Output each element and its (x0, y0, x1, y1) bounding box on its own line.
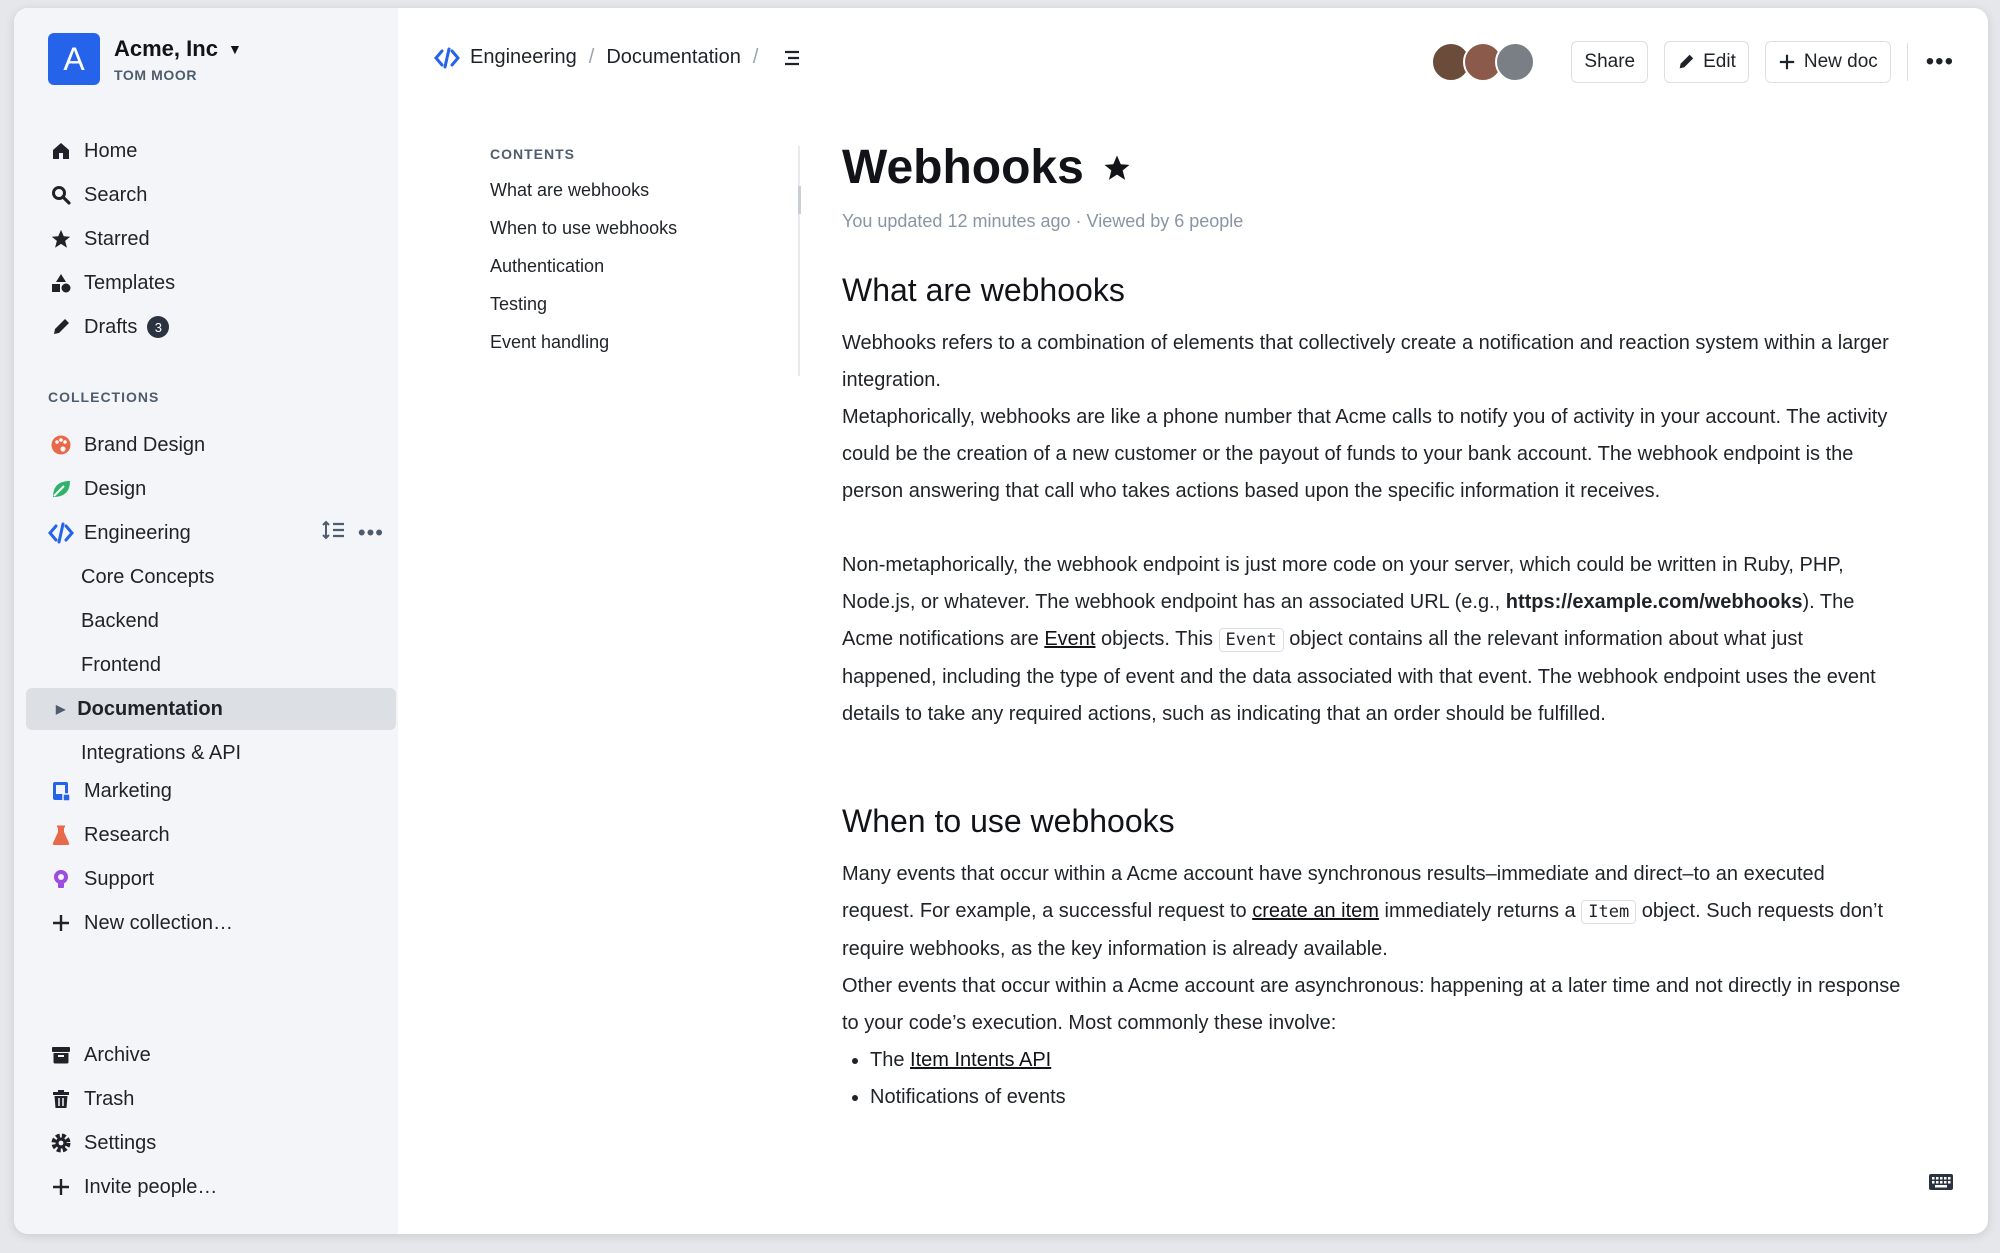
paragraph: Metaphorically, webhooks are like a phone number that Acme calls to notify you of activity in your account. The activity could be the creation of a new customer or the payout of funds to your bank account. The webhook endpoint is the person answering that call who takes actions based upon the specific information it receives. (842, 406, 1888, 502)
collection-label: Research (84, 823, 170, 846)
nav-settings[interactable] (26, 1122, 396, 1164)
menu-icon[interactable] (782, 49, 802, 67)
flask-icon (48, 822, 74, 848)
nav-trash-label: Trash (84, 1087, 135, 1110)
plus-icon (48, 1174, 74, 1200)
toc-item[interactable]: Event handling (490, 332, 610, 352)
toc-active-indicator (798, 186, 801, 214)
toc-item[interactable]: When to use webhooks (490, 218, 678, 238)
invite-people-button[interactable] (26, 1166, 396, 1208)
doc-label: Backend (81, 609, 159, 632)
nav-templates[interactable] (26, 262, 396, 304)
toc-divider (798, 146, 800, 376)
collection-engineering[interactable] (26, 512, 396, 554)
nav-search-label: Search (84, 183, 148, 206)
notebook-icon (48, 778, 74, 804)
pencil-icon (1677, 53, 1695, 71)
collection-design[interactable] (26, 468, 396, 510)
nav-search[interactable] (26, 174, 396, 216)
team-name: Acme, Inc (114, 35, 218, 61)
collection-label: Support (84, 867, 155, 890)
document-body (842, 140, 1902, 1116)
edit-button[interactable] (1664, 41, 1749, 83)
archive-icon (48, 1042, 74, 1068)
new-doc-button[interactable] (1765, 41, 1891, 83)
nav-trash[interactable] (26, 1078, 396, 1120)
keyboard-icon[interactable] (1928, 1173, 1954, 1196)
collection-research[interactable] (26, 814, 396, 856)
inline-code: Event (1219, 628, 1284, 652)
share-button-label: Share (1584, 51, 1636, 72)
breadcrumb-engineering[interactable]: Engineering (470, 46, 577, 68)
nav-archive[interactable] (26, 1034, 396, 1076)
app-window (14, 8, 1988, 1234)
breadcrumb-separator: / (752, 46, 759, 68)
heading-when-to-use-webhooks: When to use webhooks (842, 803, 1175, 839)
create-item-link[interactable]: create an item (1252, 900, 1379, 922)
trash-icon (48, 1086, 74, 1112)
breadcrumb-separator: / (588, 46, 595, 68)
toc-title: CONTENTS (490, 146, 575, 162)
lightbulb-icon (48, 866, 74, 892)
team-switcher[interactable] (48, 33, 242, 85)
shapes-icon (48, 270, 74, 296)
doc-documentation[interactable] (26, 688, 396, 730)
toc-item[interactable]: Authentication (490, 256, 605, 276)
sidebar (14, 8, 398, 1234)
nav-archive-label: Archive (84, 1043, 151, 1066)
palette-icon (48, 432, 74, 458)
star-icon[interactable] (1102, 153, 1132, 183)
doc-label: Core Concepts (81, 565, 215, 588)
collection-label: Brand Design (84, 433, 206, 456)
disclosure-triangle-icon[interactable]: ▶ (56, 702, 66, 716)
collection-label: Design (84, 477, 147, 500)
doc-label: Documentation (77, 697, 223, 720)
invite-people-label: Invite people… (84, 1175, 218, 1198)
document-title[interactable]: Webhooks (842, 141, 1084, 194)
collections-label: COLLECTIONS (48, 389, 160, 405)
new-doc-button-label: New doc (1803, 51, 1878, 72)
star-icon (48, 226, 74, 252)
doc-label: Integrations & API (81, 741, 242, 764)
gear-icon (48, 1130, 74, 1156)
new-collection-button[interactable] (26, 902, 396, 944)
paragraph: Webhooks refers to a combination of elements that collectively create a notification and reaction system within a larger integration. (842, 332, 1889, 391)
breadcrumb-documentation[interactable]: Documentation (606, 46, 741, 68)
document-header (398, 8, 1988, 118)
nav-settings-label: Settings (84, 1131, 157, 1154)
event-link[interactable]: Event (1044, 628, 1096, 650)
nav-home[interactable] (26, 130, 396, 172)
bullet-list (842, 1042, 1902, 1116)
doc-label: Frontend (81, 653, 162, 676)
plus-icon (48, 910, 74, 936)
code-icon (434, 47, 460, 69)
nav-starred-label: Starred (84, 227, 150, 250)
breadcrumb (434, 46, 802, 69)
team-logo: A (48, 33, 100, 85)
sort-icon[interactable] (322, 519, 346, 547)
nav-templates-label: Templates (84, 271, 176, 294)
table-of-contents (490, 146, 820, 352)
paragraph: Non-metaphorically, the webhook endpoint is just more code on your server, which could be written in Ruby, PHP, Node.js, or whatever. The webhook endpoint has an associated URL (e.g., https://example.com/webhooks). The Acme notifications are Event objects. This Event object contains all the relevant information about what just happened, including the type of event and the data associated with that event. The webhook endpoint uses the event details to take any required actions, such as indicating that an order should be fulfilled. (842, 554, 1876, 725)
caret-down-icon: ▼ (227, 40, 242, 57)
nav-starred[interactable] (26, 218, 396, 260)
more-options-icon[interactable]: ••• (1925, 48, 1954, 75)
collection-label: Marketing (84, 779, 172, 802)
doc-integrations-api[interactable] (26, 732, 396, 774)
home-icon (48, 138, 74, 164)
collaborator-avatars[interactable] (1439, 42, 1535, 82)
share-button[interactable] (1571, 41, 1648, 83)
list-item: • Notifications of events (870, 1079, 1902, 1116)
paragraph: Many events that occur within a Acme account have synchronous results–immediate and direct–to an executed request. For example, a successful request to create an item immediately returns a Item object. Such requests don’t require webhooks, as the key information is already available. (842, 863, 1884, 960)
collection-brand-design[interactable] (26, 424, 396, 466)
plus-icon (1778, 53, 1796, 71)
nav-home-label: Home (84, 139, 138, 162)
doc-core-concepts[interactable] (26, 556, 396, 598)
document-meta: You updated 12 minutes ago · Viewed by 6 people (842, 211, 1244, 231)
divider (1907, 43, 1908, 81)
example-url: https://example.com/webhooks (1505, 591, 1803, 613)
toc-item[interactable]: Testing (490, 294, 548, 314)
nav-drafts[interactable] (26, 306, 396, 348)
list-item: • The Item Intents API (870, 1042, 1902, 1079)
doc-frontend[interactable] (26, 644, 396, 686)
doc-backend[interactable] (26, 600, 396, 642)
code-icon (48, 520, 74, 546)
user-name: TOM MOOR (114, 66, 198, 83)
toc-item[interactable]: What are webhooks (490, 180, 650, 200)
drafts-count-badge: 3 (147, 316, 169, 338)
pencil-icon (48, 314, 74, 340)
collection-marketing[interactable] (26, 770, 396, 812)
leaf-icon (48, 476, 74, 502)
collection-label: Engineering (84, 521, 191, 544)
new-collection-label: New collection… (84, 911, 233, 934)
collection-support[interactable] (26, 858, 396, 900)
inline-code: Item (1581, 900, 1636, 924)
search-icon (48, 182, 74, 208)
nav-drafts-label: Drafts (84, 315, 138, 338)
more-options-icon[interactable]: ••• (357, 520, 384, 545)
paragraph: Other events that occur within a Acme account are asynchronous: happening at a later time and not directly in response to your code’s execution. Most commonly these involve: (842, 975, 1901, 1034)
item-intents-link[interactable]: Item Intents API (910, 1049, 1052, 1071)
heading-what-are-webhooks: What are webhooks (842, 272, 1125, 308)
edit-button-label: Edit (1703, 51, 1736, 72)
avatar (1495, 42, 1535, 82)
